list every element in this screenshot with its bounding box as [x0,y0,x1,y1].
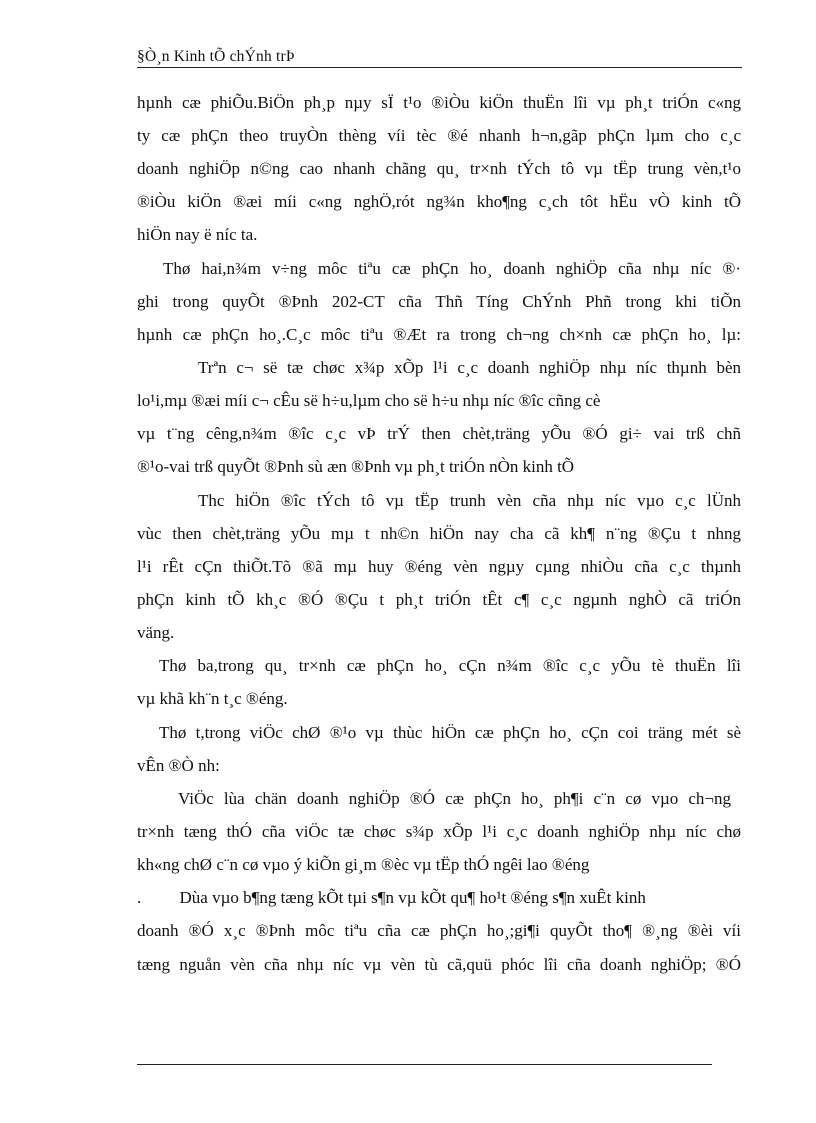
text-line: hµnh cæ phiÕu.BiÖn ph¸p nµy sÏ t¹o ®iÒu kiÖn thuËn lîi vµ ph¸t triÓn c«ng [137,93,741,112]
text-line: . Dùa vµo b¶ng tæng kÕt tµi s¶n vµ kÕt qu¶ ho¹t ®éng s¶n xuÊt kinh [137,888,646,907]
text-line: ghi trong quyÕt ®Þnh 202-CT cña Thñ Tíng ChÝnh Phñ trong khi tiÕn [137,292,741,311]
text-line: tæng nguån vèn cña nhµ níc vµ vèn tù cã,quü phóc lîi cña doanh nghiÖp; ®Ó [137,955,741,974]
text-line: l¹i rÊt cÇn thiÕt.Tõ ®ã mµ huy ®éng vèn ngµy cµng nhiÒu cña c¸c thµnh [137,557,741,576]
text-line: phÇn kinh tÕ kh¸c ®Ó ®Çu t ph¸t triÓn tÊt c¶ c¸c ngµnh nghÒ cã triÓn [137,590,741,609]
text-line: doanh ®Ó x¸c ®Þnh môc tiªu cña cæ phÇn ho¸;gi¶i quyÕt tho¶ ®¸ng ®èi víi [137,921,741,940]
text-line: tr×nh tæng thÓ cña viÖc tæ chøc s¾p xÕp l¹i c¸c doanh nghiÖp nhµ níc chø [137,822,741,841]
text-line: Thc hiÖn ®îc tÝch tô vµ tËp trunh vèn cña nhµ níc vµo c¸c lÜnh [198,491,741,510]
text-line: vÊn ®Ò nh: [137,756,220,775]
text-line: Trªn c¬ së tæ chøc x¾p xÕp l¹i c¸c doanh nghiÖp nhµ níc thµnh bèn [198,358,741,377]
text-line: vµ khã kh¨n t¸c ®éng. [137,689,288,708]
text-line: kh«ng chØ c¨n cø vµo ý kiÕn gi¸m ®èc vµ tËp thÓ ngêi lao ®éng [137,855,590,874]
page-header-title: §Ò¸n Kinh tÕ chÝnh trÞ [137,48,295,65]
text-line: Thø hai,n¾m v÷ng môc tiªu cæ phÇn ho¸ doanh nghiÖp cña nhµ níc ®· [163,259,741,278]
text-line: ViÖc lùa chän doanh nghiÖp ®Ó cæ phÇn ho¸ ph¶i c¨n cø vµo ch¬ng [178,789,731,808]
footer-divider [137,1064,712,1065]
text-line: vùc then chèt,träng yÕu mµ t nh©n hiÖn nay cha cã kh¶ n¨ng ®Çu t nhng [137,524,741,543]
text-line: lo¹i,mµ ®æi míi c¬ cÊu së h÷u,lµm cho së h÷u nhµ níc ®îc cñng cè [137,391,601,410]
text-line: väng. [137,623,175,642]
text-line: hµnh cæ phÇn ho¸.C¸c môc tiªu ®Æt ra trong ch¬ng ch×nh cæ phÇn ho¸ lµ: [137,325,741,344]
text-line: ®iÒu kiÖn ®æi míi c«ng nghÖ,rót ng¾n kho¶ng c¸ch tôt hËu vÒ kinh tÕ [137,192,741,211]
text-line: ®¹o-vai trß quyÕt ®Þnh sù æn ®Þnh vµ ph¸t triÓn nÒn kinh tÕ [137,457,575,476]
text-line: vµ t¨ng cêng,n¾m ®îc c¸c vÞ trÝ then chèt,träng yÕu ®Ó gi÷ vai trß chñ [137,424,741,443]
text-line: Thø ba,trong qu¸ tr×nh cæ phÇn ho¸ cÇn n¾m ®îc c¸c yÕu tè thuËn lîi [159,656,741,675]
text-line: doanh nghiÖp n©ng cao nhanh chãng qu¸ tr×nh tÝch tô vµ tËp trung vèn,t¹o [137,159,741,178]
header-divider [137,67,742,68]
text-line: ty cæ phÇn theo truyÒn thèng víi tèc ®é nhanh h¬n,gãp phÇn lµm cho c¸c [137,126,741,145]
text-line: Thø t,trong viÖc chØ ®¹o vµ thùc hiÖn cæ phÇn ho¸ cÇn coi träng mét sè [159,723,741,742]
text-line: hiÖn nay ë níc ta. [137,225,258,244]
